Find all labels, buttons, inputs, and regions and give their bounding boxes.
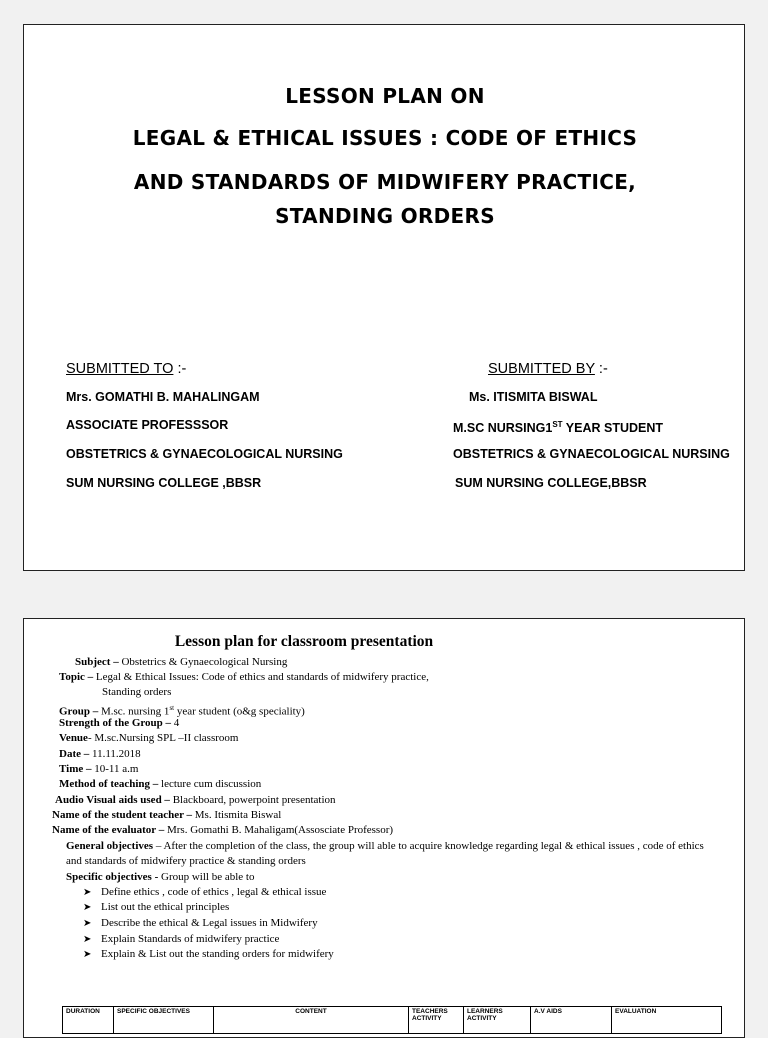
objective-item: ➤ List out the ethical principles [83, 901, 230, 913]
student-teacher-row: Name of the student teacher – Ms. Itismita Biswal [52, 809, 282, 821]
topic-row-cont: Standing orders [102, 686, 172, 698]
lesson-plan-table [62, 1006, 722, 1034]
header-av-aids: A.V AIDS [531, 1007, 612, 1034]
strength-row: Strength of the Group – 4 [59, 717, 180, 729]
submitted-by-designation: M.SC NURSING1ST YEAR STUDENT [453, 420, 664, 436]
cover-title-line-1: LESSON PLAN ON [285, 84, 485, 108]
submitted-by-department: OBSTETRICS & GYNAECOLOGICAL NURSING [453, 447, 730, 461]
submitted-to-heading: SUBMITTED TO :- [66, 361, 187, 377]
cover-title-line-3: AND STANDARDS OF MIDWIFERY PRACTICE, [133, 170, 637, 194]
submitted-by-heading: SUBMITTED BY :- [488, 361, 608, 377]
header-learners-activity: LEARNERS ACTIVITY [464, 1007, 531, 1034]
venue-row: Venue- M.sc.Nursing SPL –II classroom [59, 732, 239, 744]
cover-page [23, 24, 745, 571]
lesson-plan-page [23, 618, 745, 1038]
header-evaluation: EVALUATION [612, 1007, 722, 1034]
objective-item: ➤ Explain & List out the standing orders for midwifery [83, 948, 334, 960]
objective-item: ➤ Define ethics , code of ethics , legal & ethical issue [83, 886, 327, 898]
submitted-to-name: Mrs. GOMATHI B. MAHALINGAM [66, 390, 260, 404]
objective-item: ➤ Explain Standards of midwifery practice [83, 933, 280, 945]
submitted-by-name: Ms. ITISMITA BISWAL [469, 390, 598, 404]
av-aids-row: Audio Visual aids used – Blackboard, powerpoint presentation [55, 794, 336, 806]
subject-row: Subject – Obstetrics & Gynaecological Nursing [75, 656, 288, 668]
submitted-to-college: SUM NURSING COLLEGE ,BBSR [66, 476, 262, 490]
general-objectives-cont: and standards of midwifery practice & standing orders [66, 855, 306, 867]
objective-item: ➤ Describe the ethical & Legal issues in Midwifery [83, 917, 318, 929]
date-row: Date – 11.11.2018 [59, 748, 141, 760]
submitted-to-department: OBSTETRICS & GYNAECOLOGICAL NURSING [66, 447, 343, 461]
header-duration: DURATION [63, 1007, 114, 1034]
header-content: CONTENT [214, 1007, 409, 1034]
header-teachers-activity: TEACHERS ACTIVITY [409, 1007, 464, 1034]
method-row: Method of teaching – lecture cum discussion [59, 778, 262, 790]
submitted-to-designation: ASSOCIATE PROFESSSOR [66, 418, 229, 432]
arrow-bullet-icon: ➤ [83, 934, 92, 945]
table-header-row [63, 1007, 722, 1034]
time-row: Time – 10-11 a.m [59, 763, 139, 775]
group-row: Group – M.sc. nursing 1st year student (o&g speciality) [59, 704, 305, 718]
arrow-bullet-icon: ➤ [83, 902, 92, 913]
evaluator-row: Name of the evaluator – Mrs. Gomathi B. Mahaligam(Assosciate Professor) [52, 824, 394, 836]
arrow-bullet-icon: ➤ [83, 887, 92, 898]
specific-objectives-row: Specific objectives - Group will be able to [66, 871, 255, 883]
topic-row: Topic – Legal & Ethical Issues: Code of ethics and standards of midwifery practice, [59, 671, 429, 683]
general-objectives-row: General objectives – After the completion of the class, the group will able to acquire knowledge regarding legal & ethical issues , code of ethics [66, 840, 704, 852]
cover-title-line-4: STANDING ORDERS [275, 204, 495, 228]
arrow-bullet-icon: ➤ [83, 918, 92, 929]
submitted-by-college: SUM NURSING COLLEGE,BBSR [455, 476, 647, 490]
arrow-bullet-icon: ➤ [83, 949, 92, 960]
header-specific-objectives: SPECIFIC OBJECTIVES [114, 1007, 214, 1034]
lesson-plan-title: Lesson plan for classroom presentation [174, 633, 434, 650]
cover-title-line-2: LEGAL & ETHICAL ISSUES : CODE OF ETHICS [132, 126, 638, 150]
